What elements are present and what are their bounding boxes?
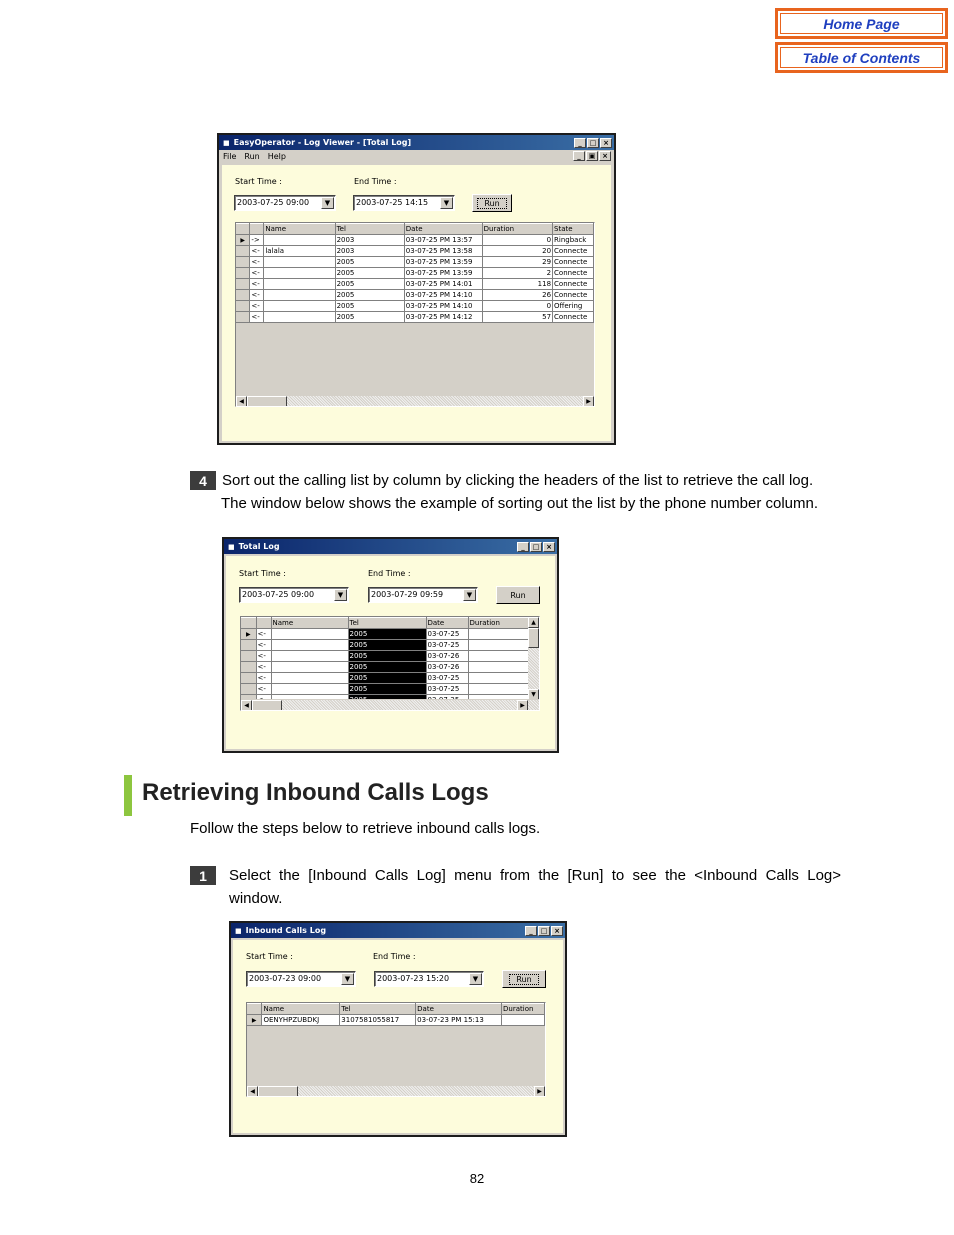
- dropdown-arrow-icon: ▼: [334, 589, 347, 601]
- table-cell: <-: [256, 684, 271, 695]
- table-row: [241, 684, 528, 695]
- table-cell: 03-07-25 PM 14:10: [404, 301, 482, 312]
- scroll-thumb: [528, 628, 539, 648]
- table-cell: [264, 257, 335, 268]
- table-cell: 26: [482, 290, 552, 301]
- scroll-thumb: [252, 700, 282, 711]
- table-cell: [264, 312, 335, 323]
- step-4-line-1: Sort out the calling list by column by clicking the headers of the list to retrieve the call log.: [222, 472, 814, 489]
- row-selector: [236, 312, 250, 323]
- table-cell: [271, 640, 348, 651]
- row-selector: [236, 268, 250, 279]
- heading-accent-bar: [124, 775, 132, 816]
- table-row: [236, 301, 594, 312]
- inbound-calls-log-window-screenshot: [229, 921, 567, 1137]
- table-cell: <-: [250, 301, 264, 312]
- menu-run: Run: [244, 152, 260, 161]
- mdi-restore-icon: ▣: [586, 151, 598, 161]
- inbound-log-grid: [246, 1002, 546, 1097]
- table-row: [241, 662, 528, 673]
- table-cell: [264, 290, 335, 301]
- table-cell: Connecte: [553, 246, 594, 257]
- table-cell: Ringback: [553, 235, 594, 246]
- table-cell: 2003: [335, 246, 404, 257]
- step-number-badge: 4: [190, 471, 216, 490]
- minimize-icon: _: [525, 926, 537, 936]
- app-icon: ■: [228, 542, 235, 551]
- table-cell: [264, 268, 335, 279]
- close-icon: ×: [600, 138, 612, 148]
- scroll-up-icon: ▲: [528, 617, 539, 628]
- column-header-duration: Duration: [502, 1004, 545, 1015]
- column-header-tel: Tel: [335, 224, 404, 235]
- table-cell: 2005: [335, 257, 404, 268]
- end-time-label: End Time :: [354, 177, 397, 186]
- table-cell: <-: [256, 629, 271, 640]
- scroll-right-icon: ▶: [534, 1086, 545, 1097]
- table-cell: 03-07-26: [426, 662, 468, 673]
- end-time-combo: [353, 195, 455, 211]
- row-selector: [236, 246, 250, 257]
- row-selector: [241, 684, 256, 695]
- table-cell: <-: [250, 257, 264, 268]
- dropdown-arrow-icon: ▼: [440, 197, 453, 209]
- table-cell: 03-07-25 PM 13:59: [404, 268, 482, 279]
- table-cell: 2005: [348, 629, 426, 640]
- table-cell: 03-07-25: [426, 629, 468, 640]
- dropdown-arrow-icon: ▼: [341, 973, 354, 985]
- section-heading: Retrieving Inbound Calls Logs: [142, 779, 489, 806]
- run-button-label: Run: [510, 590, 526, 600]
- table-cell: 2005: [348, 673, 426, 684]
- log-viewer-window-screenshot: [217, 133, 616, 445]
- close-icon: ×: [551, 926, 563, 936]
- window-title: Inbound Calls Log: [245, 926, 327, 935]
- row-selector: [241, 673, 256, 684]
- window-client: [226, 556, 555, 749]
- table-cell: 03-07-25: [426, 673, 468, 684]
- app-icon: ■: [235, 926, 242, 935]
- start-time-value: 2003-07-25 09:00: [237, 198, 310, 207]
- table-cell: [468, 640, 528, 651]
- table-row: [236, 312, 594, 323]
- scroll-thumb: [247, 396, 287, 407]
- table-cell: [271, 662, 348, 673]
- column-header-date: Date: [404, 224, 482, 235]
- run-button: [502, 970, 546, 988]
- table-cell: <-: [256, 662, 271, 673]
- horizontal-scrollbar: [241, 699, 539, 710]
- table-cell: [468, 662, 528, 673]
- maximize-icon: □: [587, 138, 599, 148]
- table-row: [236, 279, 594, 290]
- column-header-state: State: [553, 224, 594, 235]
- horizontal-scrollbar: [247, 1085, 545, 1096]
- table-cell: 03-07-25 PM 13:58: [404, 246, 482, 257]
- dropdown-arrow-icon: ▼: [469, 973, 482, 985]
- table-cell: 20: [482, 246, 552, 257]
- close-icon: ×: [543, 542, 555, 552]
- table-cell: 2005: [335, 279, 404, 290]
- table-cell: Connecte: [553, 279, 594, 290]
- scroll-left-icon: ◀: [247, 1086, 258, 1097]
- table-cell: <-: [250, 312, 264, 323]
- table-cell: [264, 279, 335, 290]
- row-selector-arrow-icon: ▶: [241, 629, 256, 640]
- end-time-value: 2003-07-23 15:20: [377, 974, 450, 983]
- menubar: [219, 150, 614, 163]
- start-time-value: 2003-07-25 09:00: [242, 590, 315, 599]
- table-cell: [468, 684, 528, 695]
- start-time-label: Start Time :: [239, 569, 286, 578]
- run-button-label: Run: [477, 198, 506, 209]
- minimize-icon: _: [574, 138, 586, 148]
- maximize-icon: □: [538, 926, 550, 936]
- table-cell: 118: [482, 279, 552, 290]
- column-header-name: Name: [271, 618, 348, 629]
- scroll-thumb: [258, 1086, 298, 1097]
- table-row: [236, 257, 594, 268]
- end-time-label: End Time :: [368, 569, 411, 578]
- window-titlebar: [219, 135, 614, 150]
- table-cell: 2005: [335, 290, 404, 301]
- sorted-log-table: [241, 617, 529, 706]
- table-cell: <-: [250, 279, 264, 290]
- step-1-line-2: window.: [229, 890, 283, 907]
- table-row: [236, 235, 594, 246]
- table-cell: 03-07-25 PM 14:12: [404, 312, 482, 323]
- table-cell: 0: [482, 235, 552, 246]
- start-time-value: 2003-07-23 09:00: [249, 974, 322, 983]
- table-of-contents-button[interactable]: [775, 42, 948, 73]
- vertical-scrollbar: [528, 617, 539, 700]
- window-client: [233, 940, 563, 1133]
- minimize-icon: _: [517, 542, 529, 552]
- table-cell: <-: [256, 640, 271, 651]
- row-selector: [241, 651, 256, 662]
- table-cell: 2005: [348, 662, 426, 673]
- column-header-date: Date: [416, 1004, 502, 1015]
- table-cell: 2005: [335, 301, 404, 312]
- dropdown-arrow-icon: ▼: [321, 197, 334, 209]
- step-4-line-2: The window below shows the example of sorting out the list by the phone number column.: [221, 495, 818, 512]
- scroll-left-icon: ◀: [241, 700, 252, 711]
- home-page-label: Home Page: [780, 13, 943, 34]
- dropdown-arrow-icon: ▼: [463, 589, 476, 601]
- table-cell: [271, 684, 348, 695]
- row-selector: [241, 662, 256, 673]
- column-header-duration: Duration: [482, 224, 552, 235]
- table-cell: 03-07-25: [426, 684, 468, 695]
- table-cell: [264, 235, 335, 246]
- row-selector: [236, 279, 250, 290]
- table-row: [241, 640, 528, 651]
- window-titlebar: [224, 539, 557, 554]
- table-row: [241, 651, 528, 662]
- table-cell: <-: [256, 651, 271, 662]
- sorted-log-grid: [240, 616, 540, 711]
- row-selector: [236, 290, 250, 301]
- column-header-tel: Tel: [340, 1004, 416, 1015]
- step-number-badge: 1: [190, 866, 216, 885]
- table-cell: [271, 629, 348, 640]
- column-header-tel: Tel: [348, 618, 426, 629]
- menu-help: Help: [267, 152, 286, 161]
- table-cell: 03-07-26: [426, 651, 468, 662]
- table-cell: [468, 629, 528, 640]
- log-table: [236, 223, 594, 323]
- end-time-combo: [368, 587, 478, 603]
- step-1-line-1: Select the [Inbound Calls Log] menu from the [Run] to see the <Inbound Calls Log>: [229, 867, 842, 884]
- table-cell: Offering: [553, 301, 594, 312]
- table-cell: Connecte: [553, 290, 594, 301]
- table-cell: 2005: [348, 651, 426, 662]
- table-row: [236, 268, 594, 279]
- row-selector: [236, 301, 250, 312]
- mdi-close-icon: ×: [599, 151, 611, 161]
- table-cell: <-: [250, 246, 264, 257]
- window-client: [222, 165, 611, 441]
- table-row: [241, 673, 528, 684]
- mdi-minimize-icon: _: [573, 151, 585, 161]
- window-title: EasyOperator - Log Viewer - [Total Log]: [233, 138, 412, 147]
- table-cell: <-: [256, 673, 271, 684]
- end-time-value: 2003-07-29 09:59: [371, 590, 444, 599]
- horizontal-scrollbar: [236, 395, 594, 406]
- run-button: [472, 194, 512, 212]
- start-time-combo: [239, 587, 349, 603]
- end-time-value: 2003-07-25 14:15: [356, 198, 429, 207]
- row-selector-arrow-icon: ▶: [236, 235, 250, 246]
- run-button-label: Run: [509, 974, 538, 985]
- table-cell: 03-07-25 PM 14:10: [404, 290, 482, 301]
- scroll-down-icon: ▼: [528, 689, 539, 700]
- table-cell: 3107581055817: [340, 1015, 416, 1026]
- run-button: [496, 586, 540, 604]
- log-grid: [235, 222, 595, 407]
- table-cell: <-: [250, 268, 264, 279]
- start-time-combo: [246, 971, 356, 987]
- table-cell: ->: [250, 235, 264, 246]
- column-header-name: Name: [264, 224, 335, 235]
- table-cell: 2005: [348, 684, 426, 695]
- table-cell: Connecte: [553, 312, 594, 323]
- table-row: [236, 290, 594, 301]
- start-time-combo: [234, 195, 336, 211]
- table-cell: 03-07-25 PM 13:57: [404, 235, 482, 246]
- table-cell: <-: [250, 290, 264, 301]
- table-cell: 2005: [348, 640, 426, 651]
- table-cell: OENYHPZUBDKJ: [262, 1015, 340, 1026]
- table-cell: [468, 673, 528, 684]
- start-time-label: Start Time :: [235, 177, 282, 186]
- column-header-name: Name: [262, 1004, 340, 1015]
- home-page-button[interactable]: [775, 8, 948, 39]
- table-cell: 2: [482, 268, 552, 279]
- table-cell: [502, 1015, 545, 1026]
- start-time-label: Start Time :: [246, 952, 293, 961]
- table-cell: 03-07-23 PM 15:13: [416, 1015, 502, 1026]
- table-cell: 57: [482, 312, 552, 323]
- inbound-log-table: [247, 1003, 545, 1026]
- table-cell: 0: [482, 301, 552, 312]
- table-row: [236, 246, 594, 257]
- table-row: [241, 629, 528, 640]
- table-cell: 2003: [335, 235, 404, 246]
- row-selector: [241, 640, 256, 651]
- row-selector-arrow-icon: ▶: [247, 1015, 262, 1026]
- section-intro: Follow the steps below to retrieve inbound calls logs.: [190, 820, 541, 837]
- table-cell: 2005: [335, 268, 404, 279]
- table-cell: Connecte: [553, 268, 594, 279]
- scroll-left-icon: ◀: [236, 396, 247, 407]
- table-cell: [271, 651, 348, 662]
- table-row: [247, 1015, 545, 1026]
- window-titlebar: [231, 923, 565, 938]
- table-cell: [468, 651, 528, 662]
- maximize-icon: □: [530, 542, 542, 552]
- total-log-window-screenshot: [222, 537, 559, 753]
- table-cell: lalala: [264, 246, 335, 257]
- table-cell: 03-07-25 PM 13:59: [404, 257, 482, 268]
- table-cell: 03-07-25: [426, 640, 468, 651]
- table-cell: [264, 301, 335, 312]
- app-icon: ■: [223, 138, 230, 147]
- end-time-label: End Time :: [373, 952, 416, 961]
- table-cell: 03-07-25 PM 14:01: [404, 279, 482, 290]
- column-header-duration: Duration: [468, 618, 528, 629]
- menu-file: File: [223, 152, 237, 161]
- scroll-right-icon: ▶: [583, 396, 594, 407]
- table-cell: Connecte: [553, 257, 594, 268]
- table-cell: 2005: [335, 312, 404, 323]
- table-cell: [271, 673, 348, 684]
- window-title: Total Log: [238, 542, 280, 551]
- page-number: 82: [469, 1171, 485, 1186]
- end-time-combo: [374, 971, 484, 987]
- column-header-date: Date: [426, 618, 468, 629]
- scroll-right-icon: ▶: [517, 700, 528, 711]
- row-selector: [236, 257, 250, 268]
- table-cell: 29: [482, 257, 552, 268]
- table-of-contents-label: Table of Contents: [780, 47, 943, 68]
